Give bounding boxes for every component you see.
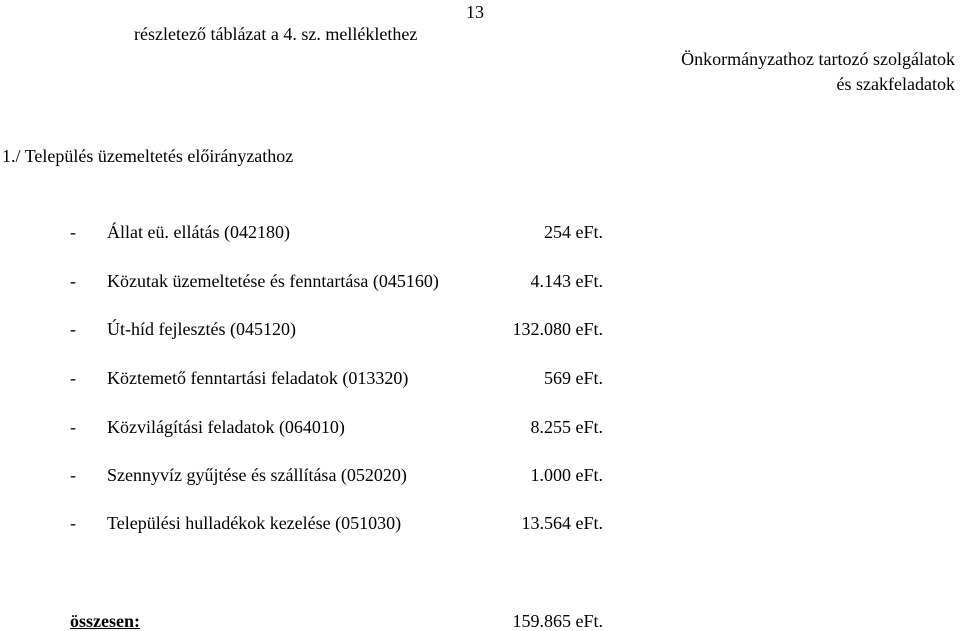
header-title-line-2: és szakfeladatok: [836, 74, 955, 94]
page-number: 13: [466, 2, 484, 22]
list-bullet: -: [70, 368, 76, 388]
item-amount: 4.143 eFt.: [530, 271, 603, 291]
list-bullet: -: [70, 513, 76, 533]
list-bullet: -: [70, 417, 76, 437]
item-amount: 254 eFt.: [543, 222, 603, 242]
section-title: 1./ Település üzemeltetés előirányzathoz: [2, 146, 294, 166]
list-item: [0, 369, 960, 391]
item-amount: 132.080 eFt.: [512, 319, 603, 339]
item-label: Út-híd fejlesztés (045120): [107, 319, 296, 339]
list-bullet: -: [70, 271, 76, 291]
item-label: Állat eü. ellátás (042180): [107, 222, 290, 242]
list-item: [0, 514, 960, 536]
list-item: [0, 223, 960, 245]
list-bullet: -: [70, 465, 76, 485]
item-label: Szennyvíz gyűjtése és szállítása (052020): [107, 465, 407, 485]
list-item: [0, 418, 960, 440]
attachment-note: részletező táblázat a 4. sz. melléklethez: [134, 24, 418, 44]
item-amount: 8.255 eFt.: [530, 417, 603, 437]
list-item: [0, 272, 960, 294]
item-label: Települési hulladékok kezelése (051030): [107, 513, 402, 533]
list-item: [0, 320, 960, 342]
total-label: összesen:: [70, 611, 140, 631]
item-label: Közutak üzemeltetése és fenntartása (045160): [107, 271, 439, 291]
list-bullet: -: [70, 222, 76, 242]
item-amount: 1.000 eFt.: [530, 465, 603, 485]
list-item: [0, 466, 960, 488]
item-label: Köztemető fenntartási feladatok (013320): [107, 368, 409, 388]
item-label: Közvilágítási feladatok (064010): [107, 417, 345, 437]
header-title-line-1: Önkormányzathoz tartozó szolgálatok: [681, 49, 955, 69]
list-bullet: -: [70, 319, 76, 339]
item-amount: 569 eFt.: [543, 368, 603, 388]
item-amount: 13.564 eFt.: [521, 513, 603, 533]
total-amount: 159.865 eFt.: [512, 611, 603, 631]
